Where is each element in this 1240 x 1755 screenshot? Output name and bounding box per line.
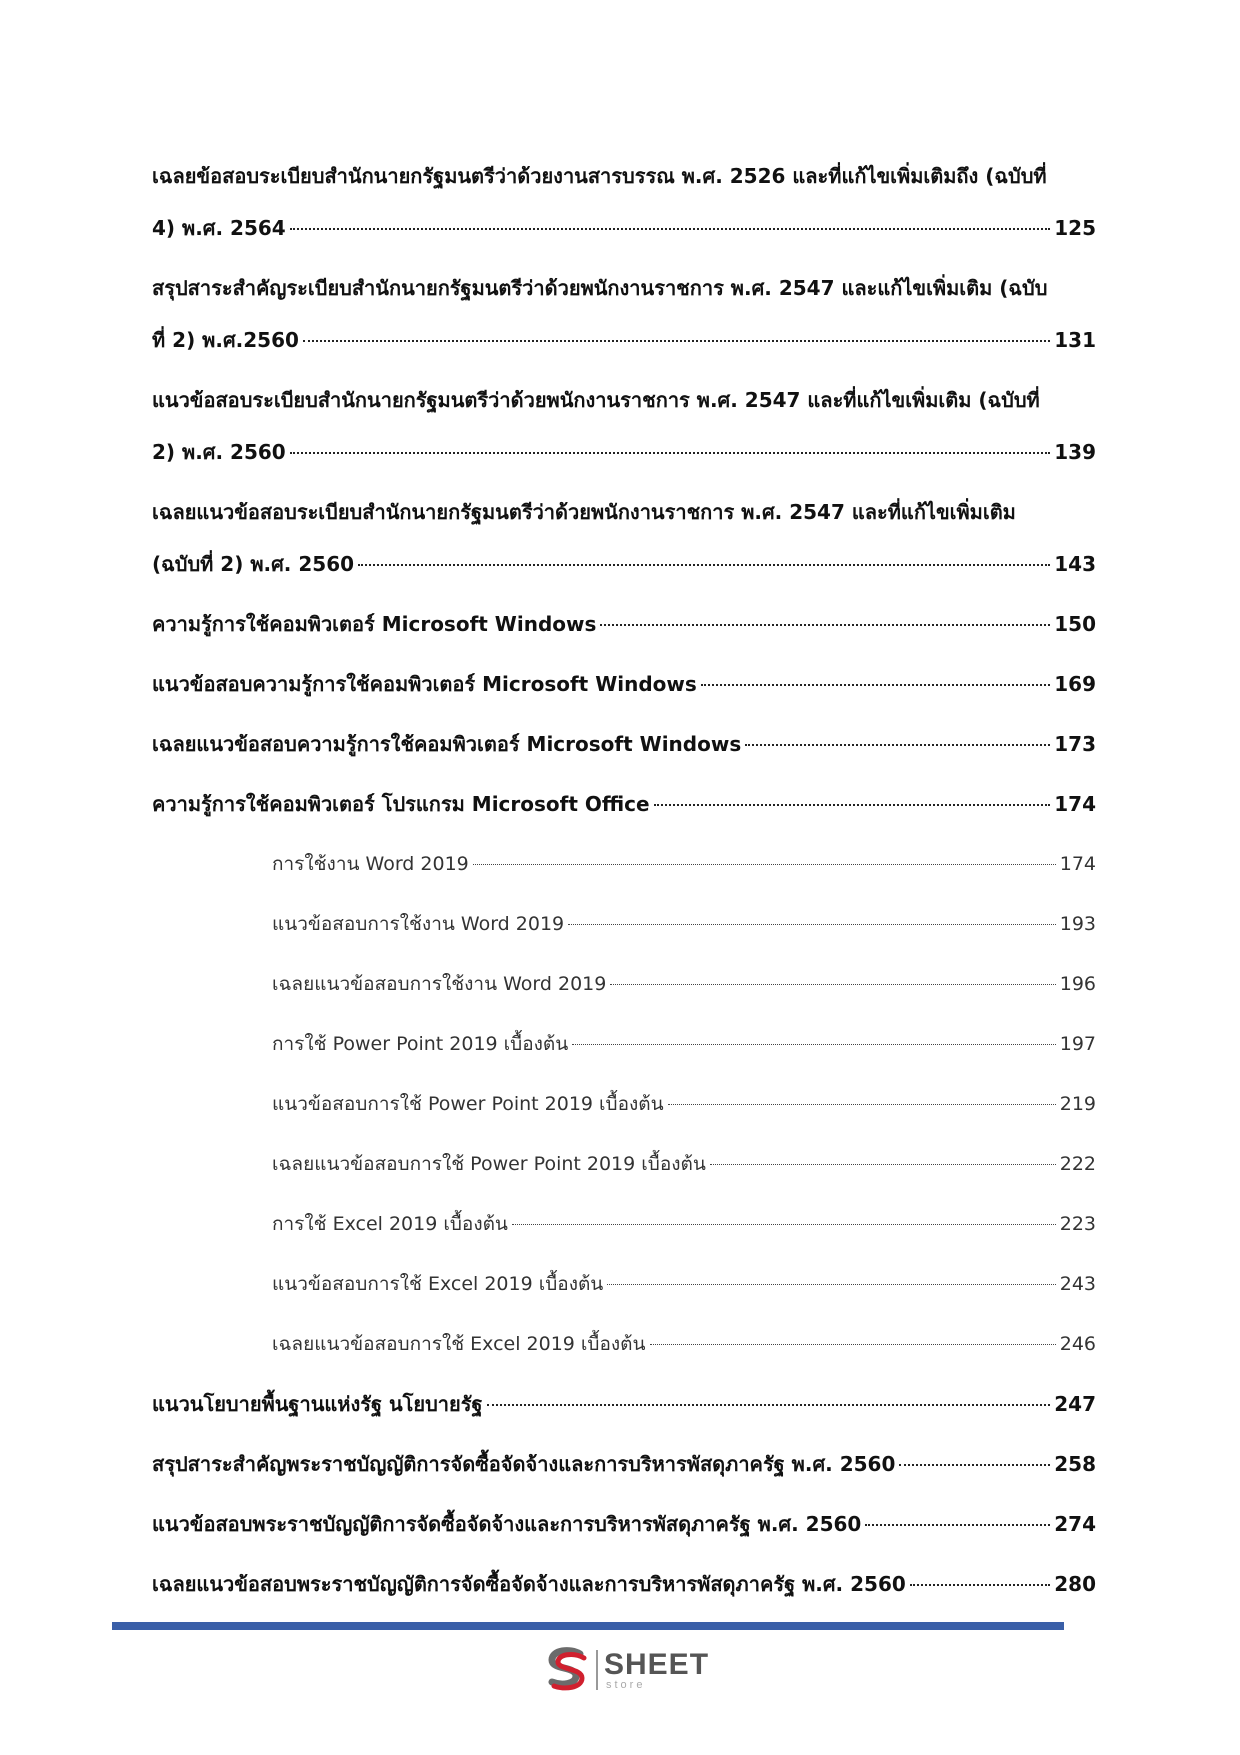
toc-page-number: 174 bbox=[1054, 792, 1096, 816]
dot-leader bbox=[358, 544, 1050, 566]
toc-sub-entry[interactable] bbox=[152, 1258, 1096, 1310]
toc-page-number: 143 bbox=[1054, 552, 1096, 576]
toc-sub-entry-title: แนวข้อสอบการใช้ Power Point 2019 เบื้องต้น bbox=[272, 1093, 664, 1115]
toc-entry[interactable] bbox=[152, 1438, 1096, 1490]
toc-entry[interactable] bbox=[152, 486, 1096, 590]
toc-page-number: 169 bbox=[1054, 672, 1096, 696]
toc-entry-title: สรุปสาระสำคัญพระราชบัญญัติการจัดซื้อจัดจ้างและการบริหารพัสดุภาครัฐ พ.ศ. 2560 bbox=[152, 1452, 896, 1476]
toc-entry[interactable] bbox=[152, 718, 1096, 770]
dot-leader bbox=[290, 208, 1051, 230]
toc-sub-entry[interactable] bbox=[152, 838, 1096, 890]
dot-leader bbox=[572, 1025, 1055, 1045]
toc-entry-title: ที่ 2) พ.ศ.2560 bbox=[152, 328, 299, 352]
toc-entry-title: แนวข้อสอบพระราชบัญญัติการจัดซื้อจัดจ้างและการบริหารพัสดุภาครัฐ พ.ศ. 2560 bbox=[152, 1512, 862, 1536]
toc-entry[interactable] bbox=[152, 658, 1096, 710]
toc-page-number: 280 bbox=[1054, 1572, 1096, 1596]
toc-sub-entry-title: เฉลยแนวข้อสอบการใช้ Power Point 2019 เบื้องต้น bbox=[272, 1153, 706, 1175]
toc-entry[interactable] bbox=[152, 150, 1096, 254]
toc-page-number: 193 bbox=[1059, 913, 1096, 935]
toc-page-number: 197 bbox=[1059, 1033, 1096, 1055]
toc-page-number: 219 bbox=[1059, 1093, 1096, 1115]
dot-leader bbox=[899, 1444, 1050, 1466]
dot-leader bbox=[654, 784, 1051, 806]
toc-entry-title: เฉลยแนวข้อสอบความรู้การใช้คอมพิวเตอร์ Microsoft Windows bbox=[152, 732, 742, 756]
toc-entry[interactable] bbox=[152, 778, 1096, 830]
toc-entry-title: 4) พ.ศ. 2564 bbox=[152, 216, 286, 240]
dot-leader bbox=[568, 905, 1056, 925]
toc-entry-title-line1: เฉลยแนวข้อสอบระเบียบสำนักนายกรัฐมนตรีว่าด้วยพนักงานราชการ พ.ศ. 2547 และที่แก้ไขเพิ่มเติม bbox=[152, 500, 1016, 524]
toc-sub-entry[interactable] bbox=[152, 898, 1096, 950]
table-of-contents bbox=[152, 150, 1096, 1618]
toc-sub-entry-title: การใช้ Excel 2019 เบื้องต้น bbox=[272, 1213, 508, 1235]
dot-leader bbox=[290, 432, 1051, 454]
toc-page-number: 258 bbox=[1054, 1452, 1096, 1476]
toc-page-number: 174 bbox=[1059, 853, 1096, 875]
toc-sub-entry-title: การใช้ Power Point 2019 เบื้องต้น bbox=[272, 1033, 569, 1055]
toc-page-number: 125 bbox=[1054, 216, 1096, 240]
toc-sub-entry[interactable] bbox=[152, 1138, 1096, 1190]
toc-entry-title-line1: เฉลยข้อสอบระเบียบสำนักนายกรัฐมนตรีว่าด้วยงานสารบรรณ พ.ศ. 2526 และที่แก้ไขเพิ่มเติมถึง (ฉบับที่ bbox=[152, 164, 1047, 188]
dot-leader bbox=[745, 724, 1050, 746]
toc-page-number: 274 bbox=[1054, 1512, 1096, 1536]
footer-logo bbox=[540, 1642, 709, 1698]
toc-sub-entry-title: แนวข้อสอบการใช้งาน Word 2019 bbox=[272, 913, 565, 935]
toc-entry[interactable] bbox=[152, 1378, 1096, 1430]
toc-sub-entry[interactable] bbox=[152, 1198, 1096, 1250]
toc-entry-title: (ฉบับที่ 2) พ.ศ. 2560 bbox=[152, 552, 355, 576]
toc-sub-entry-title: แนวข้อสอบการใช้ Excel 2019 เบื้องต้น bbox=[272, 1273, 604, 1295]
dot-leader bbox=[607, 1265, 1055, 1285]
toc-entry-title: ความรู้การใช้คอมพิวเตอร์ Microsoft Windows bbox=[152, 612, 597, 636]
toc-page-number: 139 bbox=[1054, 440, 1096, 464]
dot-leader bbox=[600, 604, 1050, 626]
toc-entry[interactable] bbox=[152, 1558, 1096, 1610]
toc-entry-title: 2) พ.ศ. 2560 bbox=[152, 440, 286, 464]
dot-leader bbox=[668, 1085, 1056, 1105]
dot-leader bbox=[650, 1325, 1056, 1345]
dot-leader bbox=[710, 1145, 1056, 1165]
dot-leader bbox=[487, 1384, 1051, 1406]
dot-leader bbox=[701, 664, 1050, 686]
toc-sub-entry[interactable] bbox=[152, 1018, 1096, 1070]
toc-page-number: 222 bbox=[1059, 1153, 1096, 1175]
toc-page-number: 243 bbox=[1059, 1273, 1096, 1295]
brand-sub: store bbox=[606, 1678, 646, 1691]
footer-rule bbox=[112, 1622, 1064, 1630]
toc-entry-title: เฉลยแนวข้อสอบพระราชบัญญัติการจัดซื้อจัดจ้างและการบริหารพัสดุภาครัฐ พ.ศ. 2560 bbox=[152, 1572, 906, 1596]
toc-page-number: 246 bbox=[1059, 1333, 1096, 1355]
toc-entry-title: ความรู้การใช้คอมพิวเตอร์ โปรแกรม Microsoft Office bbox=[152, 792, 650, 816]
dot-leader bbox=[910, 1564, 1050, 1586]
toc-entry-title-line1: แนวข้อสอบระเบียบสำนักนายกรัฐมนตรีว่าด้วยพนักงานราชการ พ.ศ. 2547 และที่แก้ไขเพิ่มเติม (ฉบับที่ bbox=[152, 388, 1040, 412]
toc-entry[interactable] bbox=[152, 1498, 1096, 1550]
toc-entry[interactable] bbox=[152, 262, 1096, 366]
toc-page-number: 131 bbox=[1054, 328, 1096, 352]
toc-entry-title-line1: สรุปสาระสำคัญระเบียบสำนักนายกรัฐมนตรีว่าด้วยพนักงานราชการ พ.ศ. 2547 และแก้ไขเพิ่มเติม (ฉบับ bbox=[152, 276, 1048, 300]
dot-leader bbox=[610, 965, 1055, 985]
brand-name: SHEET bbox=[604, 1647, 710, 1681]
toc-entry[interactable] bbox=[152, 598, 1096, 650]
toc-entry[interactable] bbox=[152, 374, 1096, 478]
toc-page-number: 223 bbox=[1059, 1213, 1096, 1235]
brand-wordmark bbox=[604, 1647, 710, 1691]
toc-page-number: 150 bbox=[1054, 612, 1096, 636]
dot-leader bbox=[473, 845, 1056, 865]
dot-leader bbox=[512, 1205, 1056, 1225]
dot-leader bbox=[865, 1504, 1050, 1526]
toc-sub-entry[interactable] bbox=[152, 958, 1096, 1010]
logo-divider bbox=[596, 1650, 598, 1690]
toc-entry-title: แนวข้อสอบความรู้การใช้คอมพิวเตอร์ Microsoft Windows bbox=[152, 672, 697, 696]
dot-leader bbox=[303, 320, 1050, 342]
toc-sub-entry-title: เฉลยแนวข้อสอบการใช้งาน Word 2019 bbox=[272, 973, 607, 995]
toc-sub-entry-title: การใช้งาน Word 2019 bbox=[272, 853, 469, 875]
toc-page-number: 173 bbox=[1054, 732, 1096, 756]
sheet-store-s-logo-icon bbox=[540, 1644, 592, 1696]
toc-sub-entry[interactable] bbox=[152, 1078, 1096, 1130]
toc-page-number: 196 bbox=[1059, 973, 1096, 995]
toc-entry-title: แนวนโยบายพื้นฐานแห่งรัฐ นโยบายรัฐ bbox=[152, 1392, 483, 1416]
toc-sub-entry[interactable] bbox=[152, 1318, 1096, 1370]
toc-sub-entry-title: เฉลยแนวข้อสอบการใช้ Excel 2019 เบื้องต้น bbox=[272, 1333, 646, 1355]
toc-page-number: 247 bbox=[1054, 1392, 1096, 1416]
